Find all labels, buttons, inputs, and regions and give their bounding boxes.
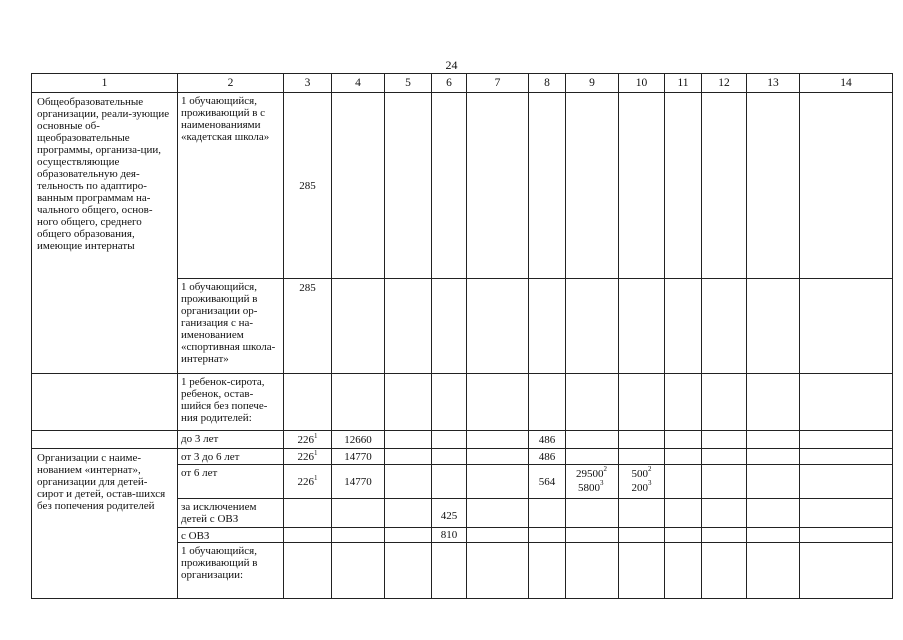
page-number: 24	[445, 58, 458, 72]
value-cell: $226^1$	[284, 449, 332, 465]
header-cell: 5	[385, 74, 432, 93]
table-row	[32, 449, 893, 465]
value-cell: 29500$^2$ 5800$^3$	[566, 465, 619, 499]
table-row	[32, 93, 893, 279]
header-cell: 11	[665, 74, 702, 93]
value-cell: 12660	[332, 431, 385, 449]
header-row	[32, 74, 893, 93]
table-row	[32, 374, 893, 431]
header-cell: 7	[467, 74, 529, 93]
tariff-table	[31, 73, 893, 599]
value-cell: 564	[529, 465, 566, 499]
table-row	[32, 431, 893, 449]
header-cell: 8	[529, 74, 566, 93]
value-cell: $226^1$	[284, 465, 332, 499]
header-cell: 1	[32, 74, 178, 93]
value-cell: $500^2$ $200^3$	[619, 465, 665, 499]
value-cell: 14770	[332, 465, 385, 499]
header-cell: 9	[566, 74, 619, 93]
row-label: 1 обучающийся, проживающий в с наименованиями «кадетская школа»	[178, 93, 284, 279]
row-label: до 3 лет	[178, 431, 284, 449]
value-cell: 285	[284, 93, 332, 279]
row-label: от 6 лет	[178, 465, 284, 499]
row-label: 1 ребенок-сирота, ребенок, остав-шийся без попече-ния родителей:	[178, 374, 284, 431]
value-cell: 486	[529, 431, 566, 449]
org-type-cell: Организации с наиме-нованием «интернат», организации для детей-сирот и детей, остав-шихся без попечения родителей	[32, 449, 178, 599]
value-cell: 14770	[332, 449, 385, 465]
header-cell: 12	[702, 74, 747, 93]
header-cell: 6	[432, 74, 467, 93]
row-label: от 3 до 6 лет	[178, 449, 284, 465]
row-label: с ОВЗ	[178, 528, 284, 543]
row-label: 1 обучающийся, проживающий в организации ор-ганизация с на-именованием «спортивная школа-интернат»	[178, 279, 284, 374]
value-cell: 486	[529, 449, 566, 465]
header-cell: 14	[800, 74, 893, 93]
org-type-cell: Общеобразовательные организации, реали-зующие основные об-щеобразовательные программы, организа-ции, осуществляющие образовательную дея-тельность по адаптиро-ванным программам на-чального общего, основ-ного общего, среднего общего образования, имеющие интернаты	[32, 93, 178, 374]
header-cell: 10	[619, 74, 665, 93]
row-label: 1 обучающийся, проживающий в организации:	[178, 543, 284, 599]
row-label: за исключением детей с ОВЗ	[178, 499, 284, 528]
value-cell: 425	[432, 499, 467, 528]
value-cell: $226^1$	[284, 431, 332, 449]
header-cell: 3	[284, 74, 332, 93]
value-cell: 285	[284, 279, 332, 374]
header-cell: 13	[747, 74, 800, 93]
value-cell: 810	[432, 528, 467, 543]
header-cell: 4	[332, 74, 385, 93]
header-cell: 2	[178, 74, 284, 93]
